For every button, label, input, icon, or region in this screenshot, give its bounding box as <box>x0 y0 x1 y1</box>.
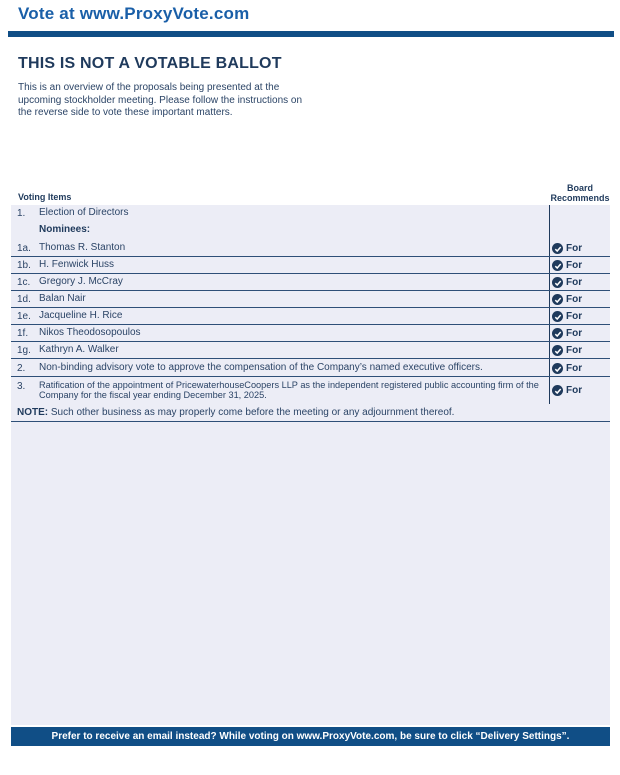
recommendation-label: For <box>566 328 583 339</box>
intro-line: This is an overview of the proposals being presented at the <box>18 82 280 93</box>
nominee-name: Jacqueline H. Rice <box>39 310 123 321</box>
voting-items-header: Voting Items <box>18 192 72 202</box>
recommendation-label: For <box>566 385 583 396</box>
checkmark-icon <box>552 243 563 254</box>
board-recommendation <box>552 385 582 396</box>
proposal-row <box>11 377 610 404</box>
item-number: 1c. <box>17 277 31 288</box>
proposal-text: Non-binding advisory vote to approve the compensation of the Company’s named executive officers. <box>39 362 483 373</box>
intro-line: upcoming stockholder meeting. Please follow the instructions on <box>18 94 303 106</box>
recommendation-label: For <box>566 294 583 305</box>
board-recommendation <box>552 363 582 374</box>
nominee-row <box>11 291 610 308</box>
nominees-row <box>11 225 610 239</box>
checkmark-icon <box>552 260 563 271</box>
recommendation-label: For <box>566 311 583 322</box>
item-number: 3. <box>17 381 26 392</box>
item-number: 1f. <box>17 328 29 339</box>
board-recommendation <box>552 277 582 288</box>
checkmark-icon <box>552 363 563 374</box>
recommendation-label: For <box>566 345 583 356</box>
note-text: Such other business as may properly come before the meeting or any adjournment thereof. <box>48 407 455 418</box>
checkmark-icon <box>552 328 563 339</box>
board-recommendation <box>552 260 582 271</box>
note-row <box>11 404 610 422</box>
note-label: NOTE: <box>17 407 49 418</box>
proposal-row <box>11 359 610 377</box>
item-number: 1. <box>17 208 26 219</box>
recommendation-label: For <box>566 260 583 271</box>
page-title: THIS IS NOT A VOTABLE BALLOT <box>18 55 282 72</box>
nominee-row <box>11 342 610 359</box>
nominees-label: Nominees: <box>39 224 91 235</box>
nominee-name: H. Fenwick Huss <box>39 259 115 270</box>
checkmark-icon <box>552 277 563 288</box>
proxyvote-link[interactable]: Vote at www.ProxyVote.com <box>18 4 250 23</box>
nominee-name: Balan Nair <box>39 293 86 304</box>
nominee-row <box>11 257 610 274</box>
board-recommends-header <box>549 183 611 203</box>
recommendation-label: For <box>566 243 583 254</box>
board-recommendation <box>552 311 582 322</box>
item-number: 1a. <box>17 243 31 254</box>
item-number: 2. <box>17 363 26 374</box>
nominee-row <box>11 274 610 291</box>
checkmark-icon <box>552 345 563 356</box>
nominee-name: Kathryn A. Walker <box>39 344 119 355</box>
election-row <box>11 208 610 222</box>
board-header-line: Recommends <box>550 193 610 203</box>
board-recommendation <box>552 328 582 339</box>
item-number: 1g. <box>17 345 31 356</box>
board-header-line: Board <box>566 183 593 193</box>
item-number: 1d. <box>17 294 31 305</box>
nominee-row <box>11 325 610 342</box>
item-number: 1b. <box>17 260 31 271</box>
board-recommendation <box>552 243 582 254</box>
nominee-row <box>11 308 610 325</box>
item-text: Election of Directors <box>39 207 129 218</box>
checkmark-icon <box>552 294 563 305</box>
recommendation-label: For <box>566 363 583 374</box>
nominee-name: Nikos Theodosopoulos <box>39 327 141 338</box>
nominee-name: Thomas R. Stanton <box>39 242 126 253</box>
intro-line: the reverse side to vote these important matters. <box>18 107 233 118</box>
checkmark-icon <box>552 385 563 396</box>
intro-text <box>18 82 318 120</box>
board-recommendation <box>552 294 582 305</box>
proposal-text: Ratification of the appointment of PricewaterhouseCoopers LLP as the independent registered public accounting firm of the Company for the fiscal year ending December 31, 2025. <box>39 380 539 400</box>
item-number: 1e. <box>17 311 31 322</box>
board-recommendation <box>552 345 582 356</box>
footer-banner: Prefer to receive an email instead? While voting on www.ProxyVote.com, be sure to click “Delivery Settings”. <box>11 727 610 746</box>
nominee-row <box>11 240 610 257</box>
header-rule <box>8 31 614 37</box>
nominee-name: Gregory J. McCray <box>39 276 123 287</box>
checkmark-icon <box>552 311 563 322</box>
recommendation-label: For <box>566 277 583 288</box>
